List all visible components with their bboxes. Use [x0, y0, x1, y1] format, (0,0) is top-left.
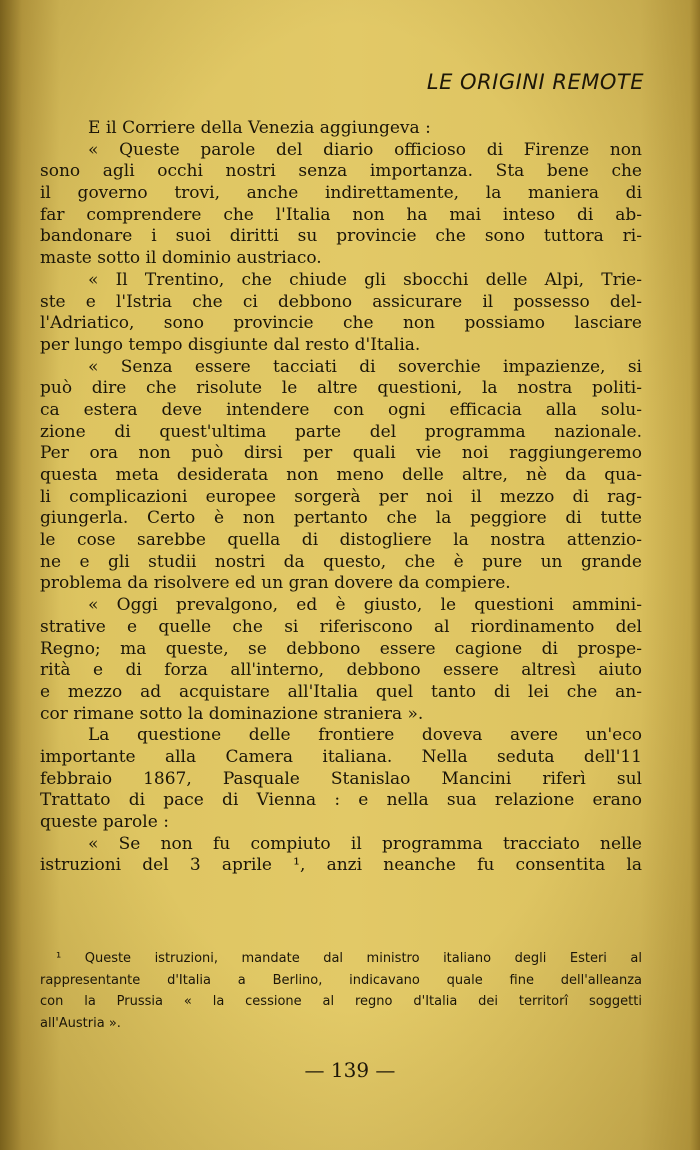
footnote-line: con la Prussia « la cessione al regno d'Italia dei territorî soggetti	[40, 994, 642, 1010]
footnote-line: all'Austria ».	[40, 1015, 121, 1031]
text-line: questa meta desiderata non meno delle altre, nè da qua-	[40, 465, 642, 485]
text-line: far comprendere che l'Italia non ha mai inteso di ab-	[40, 204, 642, 225]
text-line: Regno; ma queste, se debbono essere cagione di prospe-	[40, 638, 642, 659]
body-text	[40, 118, 642, 877]
text-line: l'Adriatico, sono provincie che non possiamo lasciare	[40, 313, 642, 334]
text-line: ca estera deve intendere con ogni efficacia alla solu-	[40, 399, 642, 420]
page-number: — 139 —	[304, 1058, 396, 1082]
text-line: bandonare i suoi diritti su provincie che sono tuttora ri-	[40, 226, 642, 247]
text-line: problema da risolvere ed un gran dovere da compiere.	[40, 573, 511, 594]
text-line: per lungo tempo disgiunte dal resto d'Italia.	[40, 334, 421, 355]
text-line: La questione delle frontiere doveva avere un'eco	[88, 725, 642, 746]
text-line: febbraio 1867, Pasquale Stanislao Mancini riferì sul	[40, 768, 642, 789]
text-line: rità e di forza all'interno, debbono essere altresì aiuto	[40, 660, 642, 681]
text-line: « Il Trentino, che chiude gli sbocchi delle Alpi, Trie-	[88, 269, 642, 290]
text-line: queste parole :	[40, 812, 169, 832]
footnote-block	[40, 948, 642, 1034]
text-line: ste e l'Istria che ci debbono assicurare il possesso del-	[40, 291, 642, 312]
text-line: ne e gli studii nostri da questo, che è pure un grande	[40, 551, 642, 572]
text-line: strative e quelle che si riferiscono al riordinamento del	[40, 616, 642, 637]
footnote-line: rappresentante d'Italia a Berlino, indicavano quale fine dell'alleanza	[40, 972, 642, 988]
text-line: giungerla. Certo è non pertanto che la peggiore di tutte	[40, 508, 642, 529]
text-line: E il Corriere della Venezia aggiungeva :	[88, 118, 431, 138]
footnote-line: ¹ Queste istruzioni, mandate dal ministro italiano degli Esteri al	[56, 951, 642, 966]
text-line: istruzioni del 3 aprile ¹, anzi neanche fu consentita la	[40, 855, 642, 876]
text-line: importante alla Camera italiana. Nella seduta dell'11	[40, 746, 642, 767]
text-line: zione di quest'ultima parte del programma nazionale.	[40, 421, 642, 442]
text-line: Trattato di pace di Vienna : e nella sua relazione erano	[40, 790, 642, 811]
text-line: maste sotto il dominio austriaco.	[40, 248, 322, 269]
text-line: Per ora non può dirsi per quali vie noi raggiungeremo	[40, 443, 642, 464]
text-line: « Queste parole del diario officioso di Firenze non	[88, 139, 642, 160]
text-line: « Se non fu compiuto il programma tracciato nelle	[88, 833, 642, 854]
text-line: « Oggi prevalgono, ed è giusto, le questioni ammini-	[88, 595, 642, 616]
text-line: li complicazioni europee sorgerà per noi il mezzo di rag-	[40, 486, 642, 507]
text-line: cor rimane sotto la dominazione straniera ».	[40, 703, 424, 724]
text-line: e mezzo ad acquistare all'Italia quel tanto di lei che an-	[40, 681, 642, 702]
text-line: le cose sarebbe quella di distogliere la nostra attenzio-	[40, 530, 642, 551]
text-line: il governo trovi, anche indirettamente, la maniera di	[40, 183, 642, 204]
text-line: sono agli occhi nostri senza importanza. Sta bene che	[40, 161, 642, 182]
text-line: « Senza essere tacciati di soverchie impazienze, si	[88, 356, 642, 377]
running-title: LE ORIGINI REMOTE	[426, 70, 644, 94]
text-line: può dire che risolute le altre questioni, la nostra politi-	[40, 378, 642, 399]
